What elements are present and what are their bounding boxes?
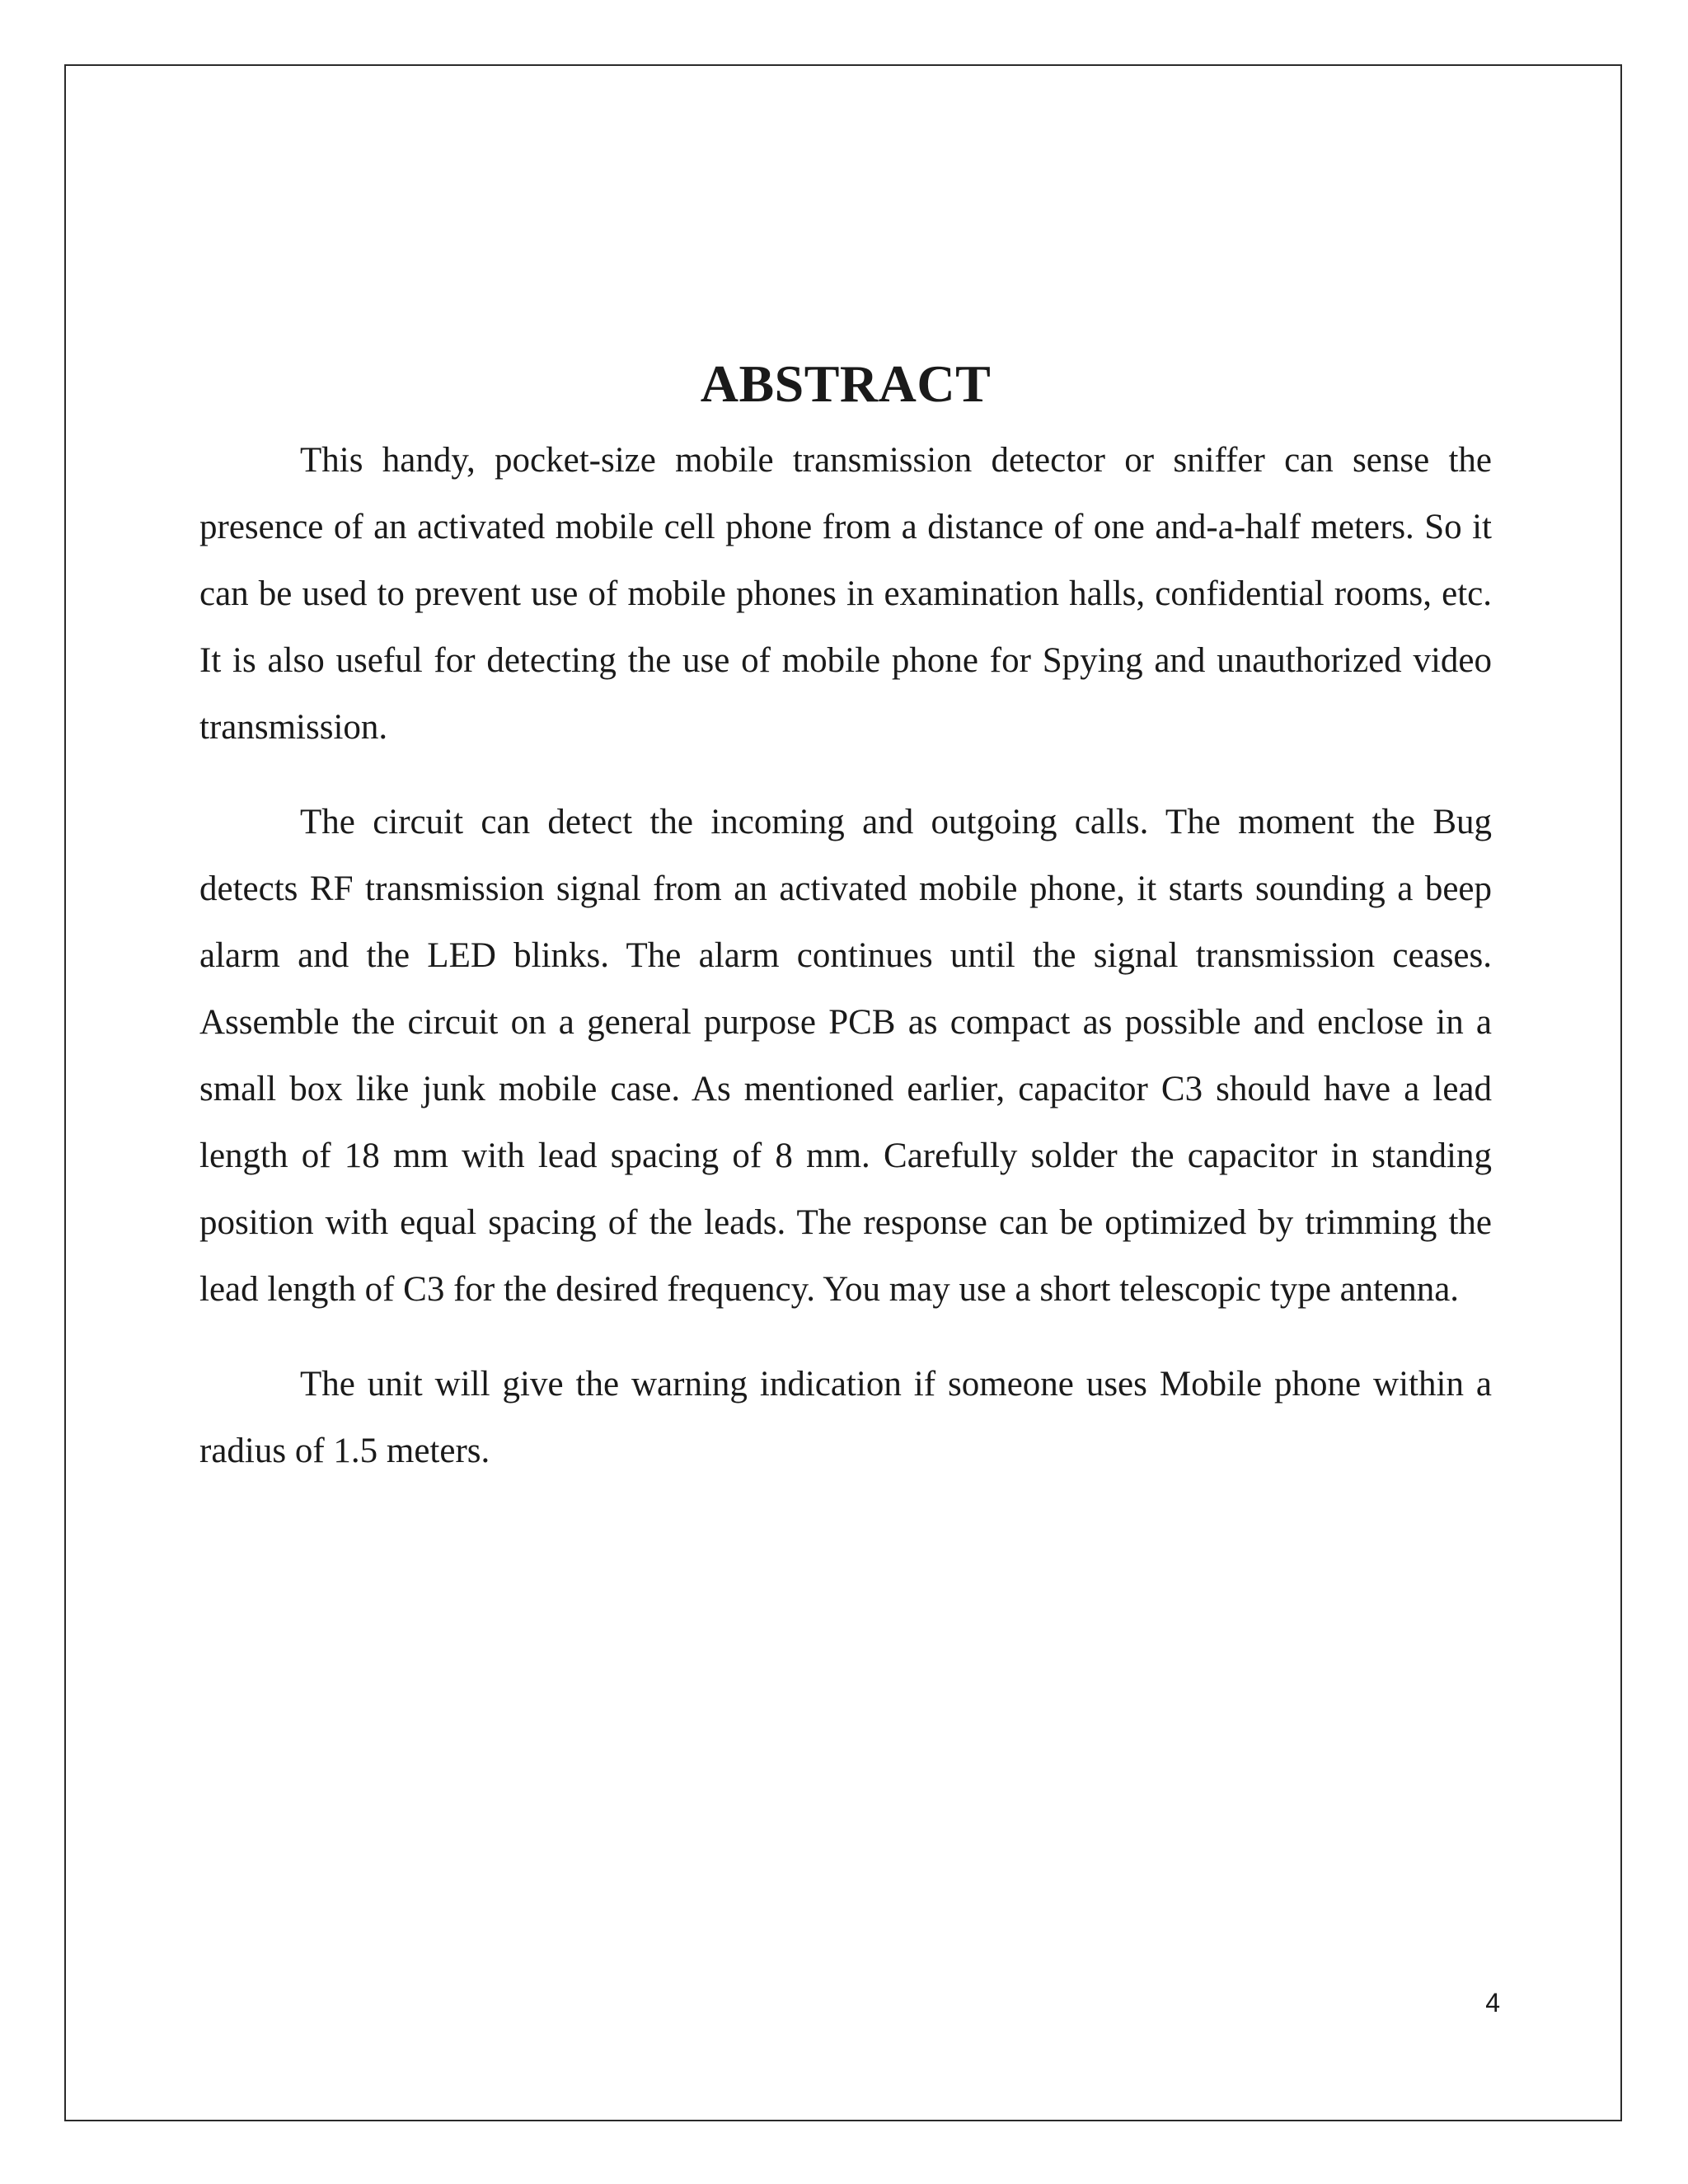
page-number: 4	[1485, 1988, 1500, 2018]
paragraph-3: The unit will give the warning indication if someone uses Mobile phone within a radius of 1.5 meters.	[199, 1365, 1492, 1470]
document-body	[199, 346, 1492, 1512]
document-title: ABSTRACT	[700, 354, 992, 413]
paragraph-2: The circuit can detect the incoming and outgoing calls. The moment the Bug detects RF transmission signal from an activated mobile phone, it starts sounding a beep alarm and the LED blinks. The alarm continues until the signal transmission ceases. Assemble the circuit on a general purpose PCB as compact as possible and enclose in a small box like junk mobile case. As mentioned earlier, capacitor C3 should have a lead length of 18 mm with lead spacing of 8 mm. Carefully solder the capacitor in standing position with equal spacing of the leads. The response can be optimized by trimming the lead length of C3 for the desired frequency. You may use a short telescopic type antenna.	[199, 803, 1492, 1309]
paragraph-1: This handy, pocket-size mobile transmission detector or sniffer can sense the presence of an activated mobile cell phone from a distance of one and-a-half meters. So it can be used to prevent use of mobile phones in examination halls, confidential rooms, etc. It is also useful for detecting the use of mobile phone for Spying and unauthorized video transmission.	[199, 441, 1492, 747]
